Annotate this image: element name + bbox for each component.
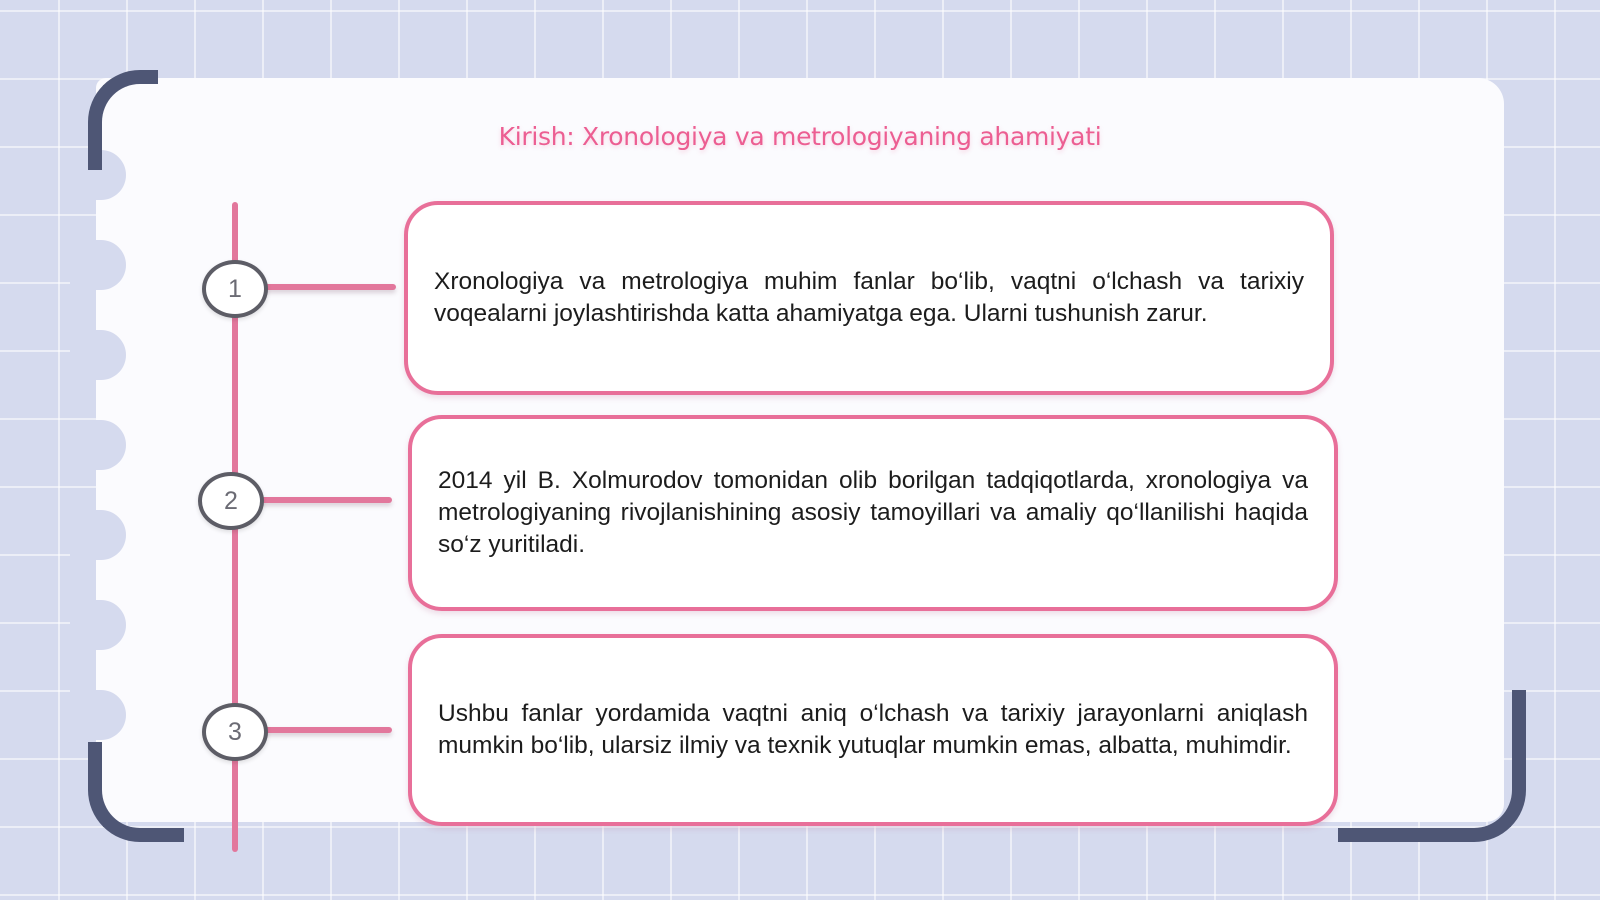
timeline-card [408, 415, 1338, 611]
timeline-number-circle: 1 [202, 260, 268, 318]
timeline-connector [262, 727, 392, 733]
notebook-tab [70, 510, 126, 560]
timeline-card-text: 2014 yil B. Xolmurodov tomonidan olib borilgan tadqiqotlarda, xronologiya va metrologiyaning rivojlanishining asosiy tamoyillari va amaliy qo‘llanilishi haqida so‘z yuritiladi. [438, 467, 1308, 558]
notebook-tab [70, 690, 126, 740]
notebook-tab [70, 600, 126, 650]
corner-bracket-bottom-right [1338, 690, 1526, 842]
timeline-card [404, 201, 1334, 395]
notebook-tab [70, 330, 126, 380]
timeline-number-circle: 2 [198, 472, 264, 530]
timeline-card-text: Xronologiya va metrologiya muhim fanlar bo‘lib, vaqtni o‘lchash va tarixiy voqealarni joylashtirishda katta ahamiyatga ega. Ularni tushunish zarur. [434, 268, 1304, 327]
notebook-tab [70, 240, 126, 290]
timeline-connector [262, 284, 396, 290]
timeline-number-circle: 3 [202, 703, 268, 761]
timeline-connector [258, 497, 392, 503]
timeline-card [408, 634, 1338, 826]
timeline-card-text: Ushbu fanlar yordamida vaqtni aniq o‘lchash va tarixiy jarayonlarni aniqlash mumkin bo‘lib, ularsiz ilmiy va texnik yutuqlar mumkin emas, albatta, muhimdir. [438, 700, 1308, 759]
notebook-tab [70, 420, 126, 470]
slide-title: Kirish: Xronologiya va metrologiyaning ahamiyati [498, 122, 1102, 151]
corner-bracket-bottom-left [88, 742, 184, 842]
